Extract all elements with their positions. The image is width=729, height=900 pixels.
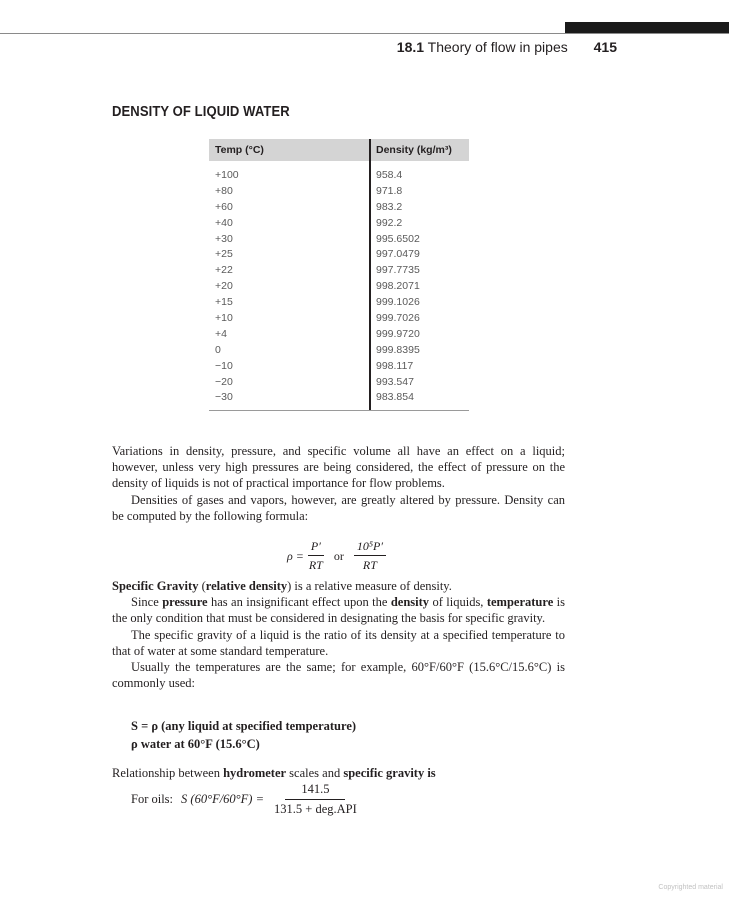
oil-formula	[131, 782, 361, 817]
cell-density: 958.4	[376, 168, 403, 181]
cell-density: 983.854	[376, 391, 414, 404]
cell-temp: +10	[215, 311, 233, 324]
cell-density: 992.2	[376, 216, 403, 229]
table-row	[209, 199, 469, 215]
cell-density: 999.9720	[376, 327, 420, 340]
table-body	[209, 161, 469, 405]
cell-temp: +22	[215, 264, 233, 277]
density-table	[209, 139, 469, 405]
cell-density: 999.1026	[376, 296, 420, 309]
cell-temp: −10	[215, 359, 233, 372]
paragraph-specific-gravity: Specific Gravity (relative density) is a relative measure of density. Since pressure has an insignificant effect upon the density of liquids, temperature is the only condition that must be considered in designating the basis for specific gravity. The specific gravity of a liquid is the ratio of its density at a specified temperature to that of water at some standard temperature. Usually the temperatures are the same; for example, 60°F/60°F (15.6°C/15.6°C) is commonly used:	[112, 579, 565, 691]
cell-temp: +40	[215, 216, 233, 229]
cell-temp: +100	[215, 168, 239, 181]
table-row	[209, 167, 469, 183]
table-row	[209, 374, 469, 390]
formula-or: or	[333, 548, 344, 563]
table-row	[209, 215, 469, 231]
cell-density: 983.2	[376, 200, 403, 213]
table-row	[209, 310, 469, 326]
paragraph-hydrometer: Relationship between hydrometer scales and specific gravity is	[112, 766, 436, 780]
table-row	[209, 294, 469, 310]
table-row	[209, 183, 469, 199]
oil-formula-lhs: S (60°F/60°F) =	[181, 792, 265, 806]
cell-density: 997.0479	[376, 248, 420, 261]
section-number: 18.1	[396, 39, 425, 55]
cell-density: 999.8395	[376, 343, 420, 356]
cell-temp: −20	[215, 375, 233, 388]
cell-density: 999.7026	[376, 311, 420, 324]
table-row	[209, 342, 469, 358]
cell-density: 997.7735	[376, 264, 420, 277]
cell-temp: +30	[215, 232, 233, 245]
table-row	[209, 358, 469, 374]
copyright-notice: Copyrighted material	[658, 884, 723, 891]
cell-temp: +60	[215, 200, 233, 213]
table-row	[209, 231, 469, 247]
running-section-title: Theory of flow in pipes	[427, 39, 568, 55]
section-title: DENSITY OF LIQUID WATER	[112, 104, 290, 120]
table-row	[209, 389, 469, 405]
cell-density: 995.6502	[376, 232, 420, 245]
cell-density: 998.2071	[376, 280, 420, 293]
sg-definition-line-2: ρ water at 60°F (15.6°C)	[131, 737, 260, 751]
column-header-density: Density (kg/m³)	[376, 144, 452, 156]
column-header-temp: Temp (°C)	[215, 144, 264, 156]
table-row	[209, 262, 469, 278]
running-head	[0, 39, 617, 55]
column-divider	[369, 139, 371, 410]
cell-temp: +20	[215, 280, 233, 293]
table-row	[209, 326, 469, 342]
paragraph-variations: Variations in density, pressure, and specific volume all have an effect on a liquid; however, unless very high pressures are being considered, the effect of pressure on the density of liquids is not of practical importance for flow problems. Densities of gases and vapors, however, are greatly altered by pressure. Density can be computed by the following formula:	[112, 444, 565, 523]
oil-formula-label: For oils:	[131, 792, 174, 806]
page-number: 415	[593, 39, 617, 55]
cell-temp: +15	[215, 296, 233, 309]
sg-definition-line-1: S = ρ (any liquid at specified temperature)	[131, 719, 357, 733]
cell-density: 971.8	[376, 184, 403, 197]
fraction-1: $\frac{P'}{RT}$	[308, 539, 323, 572]
cell-temp: +80	[215, 184, 233, 197]
table-bottom-rule	[209, 410, 469, 411]
cell-density: 993.547	[376, 375, 414, 388]
cell-temp: 0	[215, 343, 221, 356]
table-row	[209, 278, 469, 294]
density-formula	[287, 539, 390, 573]
formula-lhs: ρ =	[287, 548, 304, 563]
fraction-2: $\frac{\text{10⁵P′}}{RT}$	[354, 539, 386, 573]
cell-temp: +4	[215, 327, 227, 340]
header-rule	[0, 33, 729, 34]
cell-density: 998.117	[376, 359, 414, 372]
cell-temp: −30	[215, 391, 233, 404]
oil-formula-fraction: $\frac{141.5}{\text{131.5 + deg.API}}$	[274, 782, 357, 816]
table-row	[209, 246, 469, 262]
cell-temp: +25	[215, 248, 233, 261]
table-header	[209, 139, 469, 161]
